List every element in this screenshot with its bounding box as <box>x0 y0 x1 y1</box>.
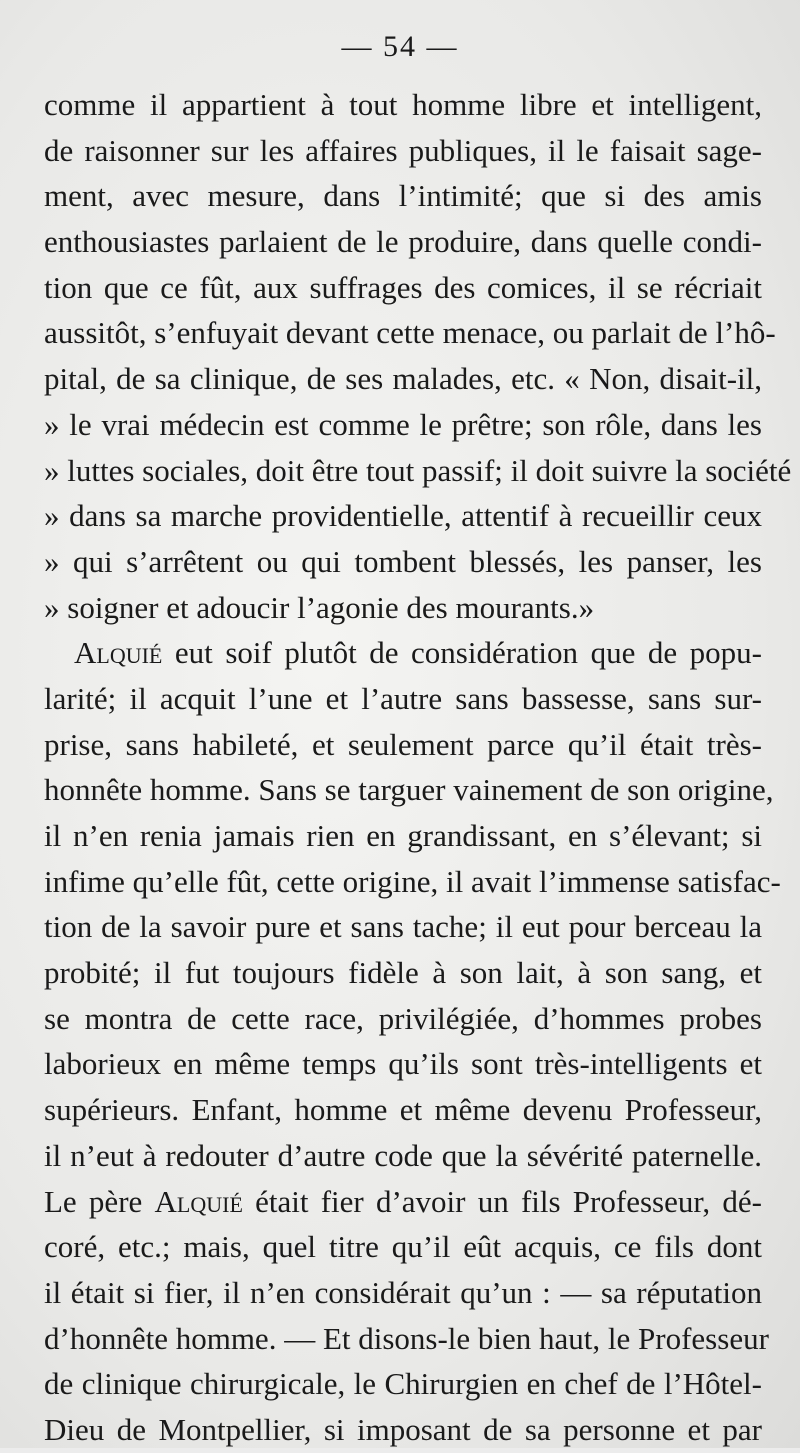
text-line: probité; il fut toujours fidèle à son lait, à son sang, et <box>44 955 762 991</box>
line-text: était fier d’avoir un fils Professeur, dé- <box>242 1183 762 1219</box>
text-line: » soigner et adoucir l’agonie des mourants.» <box>44 589 595 625</box>
text-line: comme il appartient à tout homme libre et intelligent, <box>44 87 762 122</box>
body-text <box>44 82 792 1453</box>
text-line: tion que ce fût, aux suffrages des comices, il se récriait <box>44 269 762 305</box>
text-line: » qui s’arrêtent ou qui tombent blessés, les panser, les <box>44 543 762 579</box>
text-line: de clinique chirurgicale, le Chirurgien en chef de l’Hôtel- <box>44 1366 762 1402</box>
paragraph-first-line <box>44 630 762 676</box>
text-line: infime qu’elle fût, cette origine, il avait l’immense satisfac- <box>44 863 781 899</box>
text-line: Dieu de Montpellier, si imposant de sa personne et par <box>44 1411 762 1447</box>
text-line: supérieurs. Enfant, homme et même devenu Professeur, <box>44 1092 762 1128</box>
text-line: larité; il acquit l’une et l’autre sans bassesse, sans sur- <box>44 680 762 716</box>
text-line: aussitôt, s’enfuyait devant cette menace, ou parlait de l’hô- <box>44 315 776 351</box>
text-line: honnête homme. Sans se targuer vainement de son origine, <box>44 772 774 808</box>
text-line: d’honnête homme. — Et disons-le bien haut, le Professeur <box>44 1320 769 1356</box>
page-number: — 54 — <box>341 30 459 63</box>
text-line: il n’eut à redouter d’autre code que la sévérité paternelle. <box>44 1137 762 1173</box>
text-line: il n’en renia jamais rien en grandissant, en s’élevant; si <box>44 818 762 853</box>
text-line: coré, etc.; mais, quel titre qu’il eût acquis, ce fils dont <box>44 1229 762 1265</box>
text-line: enthousiastes parlaient de le produire, dans quelle condi- <box>44 224 762 260</box>
surname-small-caps: Alquié <box>154 1183 243 1219</box>
text-line: pital, de sa clinique, de ses malades, etc. « Non, disait-il, <box>44 361 762 397</box>
text-line: laborieux en même temps qu’ils sont très-intelligents et <box>44 1046 762 1082</box>
line-text: Le père <box>44 1183 155 1219</box>
text-line: il était si fier, il n’en considérait qu’un : — sa réputation <box>44 1274 762 1310</box>
text-line: tion de la savoir pure et sans tache; il eut pour berceau la <box>44 909 762 945</box>
line-text: eut soif plutôt de considération que de popu- <box>162 635 762 671</box>
text-line: » le vrai médecin est comme le prêtre; son rôle, dans les <box>44 406 762 442</box>
surname-small-caps: Alquié <box>74 635 163 671</box>
text-line: se montra de cette race, privilégiée, d’hommes probes <box>44 1000 762 1036</box>
text-line: de raisonner sur les affaires publiques, il le faisait sage- <box>44 132 762 168</box>
text-line: ment, avec mesure, dans l’intimité; que si des amis <box>44 178 762 214</box>
text-line: » dans sa marche providentielle, attentif à recueillir ceux <box>44 498 762 534</box>
text-line: prise, sans habileté, et seulement parce qu’il était très- <box>44 726 762 762</box>
text-line <box>44 1179 762 1225</box>
text-line: » luttes sociales, doit être tout passif; il doit suivre la société <box>44 452 792 488</box>
